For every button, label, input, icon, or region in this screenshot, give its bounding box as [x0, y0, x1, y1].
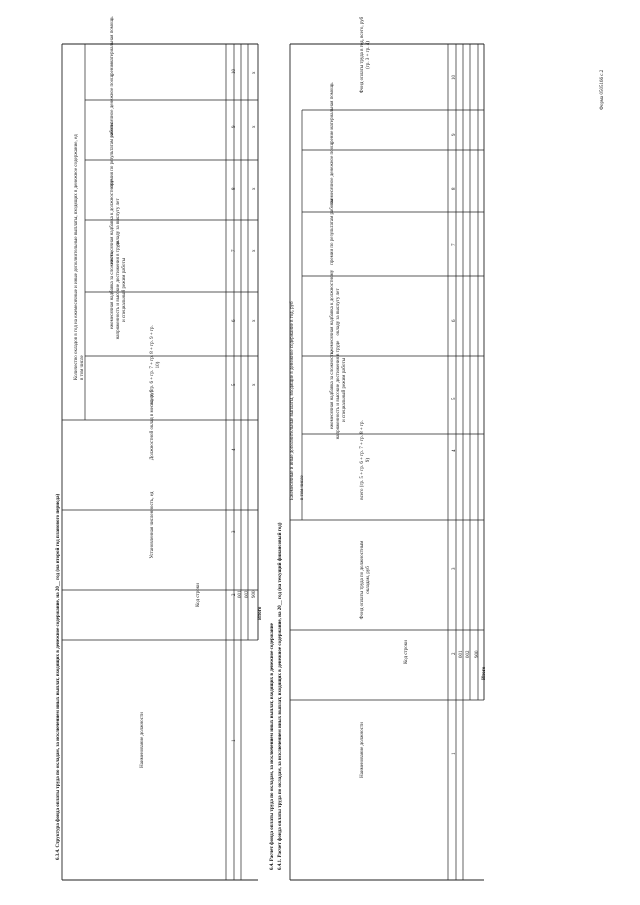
s1-x9: x — [252, 125, 257, 128]
s1-col-4-num: 4 — [232, 448, 237, 451]
s1-col-1-num: 1 — [232, 739, 237, 742]
s1-row-code-002: 002 — [245, 590, 250, 598]
section1-title: 6.3.4. Структура фонда оплаты труда по окладам, за исключением иных выплат, входящих в денежное содержание, на 20__ год (на второй год планового периода) — [56, 493, 61, 860]
section1-header-group: Количество окладов в год на ежемесячные и иные дополнительные выплаты, входящих в денежное содержание, ед — [74, 134, 79, 380]
s1-col-3-label: Установленная численность, ед — [150, 491, 155, 559]
section2-header-sub: в том числе — [300, 475, 305, 500]
s2-col-8-label: ежемесячное денежное поощрение — [330, 130, 335, 206]
s2-row-code-002: 002 — [466, 650, 471, 658]
s1-x7: x — [252, 249, 257, 252]
section1-header-sub: в том числе — [80, 355, 85, 380]
s2-col-5-num: 5 — [452, 397, 457, 400]
s2-col-3-label: Фонд оплаты труда по должностным окладам, руб — [360, 540, 371, 620]
s1-col-6-num: 6 — [232, 319, 237, 322]
s2-col-1-label: Наименование должности — [360, 722, 365, 778]
s1-total: Итого — [258, 606, 263, 620]
s1-col-3-num: 3 — [232, 530, 237, 533]
s1-col-2-label: Код строки — [196, 583, 201, 607]
s2-col-7-num: 7 — [452, 243, 457, 246]
s2-col-4-num: 4 — [452, 449, 457, 452]
s1-x6: x — [252, 319, 257, 322]
s2-col-7-label: премии по результатам работы — [330, 199, 335, 265]
s1-row-code-900: 900 — [252, 590, 257, 598]
s2-col-8-num: 8 — [452, 187, 457, 190]
s2-col-5-label: ежемесячная надбавка за сложность, напряженность и высокие достижения в труде и специальный режим работы — [330, 340, 347, 440]
s2-col-6-label: ежемесячная надбавка к должностному окладу за выслугу лет — [330, 269, 341, 355]
s2-col-2-label: Код строки — [404, 640, 409, 664]
s1-col-5-num: 5 — [232, 383, 237, 386]
s2-col-2-num: 2 — [452, 652, 457, 655]
s2-total: Итого — [482, 666, 487, 680]
section2-header-group: Ежемесячные и иные дополнительные выплаты, входящие в денежное содержание в год, руб — [290, 301, 295, 500]
s2-col-3-num: 3 — [452, 567, 457, 570]
s1-col-9-num: 9 — [232, 125, 237, 128]
s2-col-4-label: всего (гр. 5 + гр. 6 + гр. 7 + гр. 8 + гр. 9) — [360, 420, 371, 500]
s1-col-6-label: ежемесячная надбавка за сложность, напряженность и высокие достижения в труде и специальный режим работы — [110, 240, 127, 340]
s1-col-5-label: всего (гр. 6 + гр. 7 + гр. 8 + гр. 9 + гр. 10) — [150, 325, 161, 405]
s1-row-code-001: 001 — [238, 590, 243, 598]
s1-col-4-label: Должностной оклад в месяц, руб — [150, 389, 155, 461]
s2-col-10-label: Фонд оплаты труда в год, всего, руб (гр. 3 + гр. 4) — [360, 16, 371, 94]
s1-col-8-label: премия по результатам работы — [110, 122, 115, 188]
s2-row-code-900: 900 — [475, 650, 480, 658]
section2-title-b: 6.4.1. Расчет фонда оплаты труда по окладам, за исключением иных выплат, входящих в денежное содержание, на 20__ год (на текущий финансовый год) — [278, 522, 283, 870]
s2-row-code-001: 001 — [459, 650, 464, 658]
s1-col-7-label: ежемесячная надбавка к должностному окладу за выслугу лет — [110, 179, 121, 265]
s1-col-8-num: 8 — [232, 187, 237, 190]
s2-col-10-num: 10 — [452, 75, 457, 80]
s1-x10: x — [252, 71, 257, 74]
s1-x5: x — [252, 383, 257, 386]
form-code: Форма 0505166 с.2 — [600, 69, 605, 110]
s2-col-6-num: 6 — [452, 319, 457, 322]
s2-col-9-label: материальная помощь — [330, 82, 335, 130]
s1-col-2-num: 2 — [232, 593, 237, 596]
s1-col-9-label: ежемесячное денежное поощрение — [110, 62, 115, 138]
s1-x8: x — [252, 187, 257, 190]
s2-col-9-num: 9 — [452, 133, 457, 136]
s2-col-1-num: 1 — [452, 752, 457, 755]
section2-title-a: 6.4. Расчет фонда оплаты труда по окладам, за исключением иных выплат, входящих в денежное содержание — [270, 623, 275, 870]
s1-col-7-num: 7 — [232, 249, 237, 252]
s1-col-10-label: материальная помощь — [110, 16, 115, 64]
s1-col-1-label: Наименование должности — [140, 712, 145, 768]
s1-col-10-num: 10 — [232, 69, 237, 74]
